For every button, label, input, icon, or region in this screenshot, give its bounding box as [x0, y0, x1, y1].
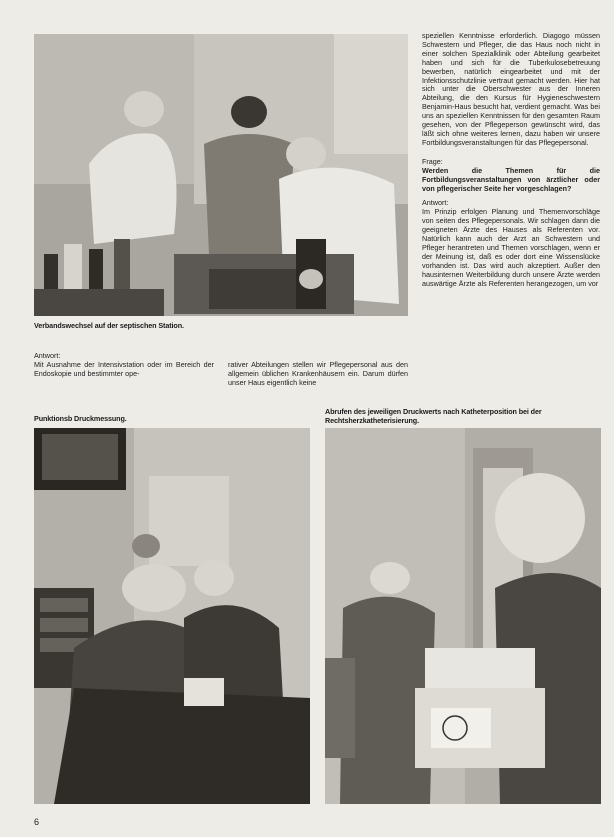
photo-wound-dressing-septic-ward: [34, 34, 408, 316]
caption-right-photo: Abrufen des jeweiligen Druckwerts nach Katheterposition bei der Rechtsherzkatheterisierung.: [325, 407, 542, 425]
photo-right-heart-catheterization: [325, 428, 601, 804]
intro-paragraph: speziellen Kenntnisse erforderlich. Diagogo müssen Schwestern und Pfleger, die das Haus noch nicht in einer solchen Spezialklinik oder Abteilung gearbeitet haben und sich für die Tuberkulosebetreuung bewerben, natürlich eingearbeitet und mit der Infektionsschutzlinie vertraut gemacht werden. Hier hat sich unter die Oberschwester aus der Inneren Abteilung, die den Kursus für Hygieneschwestern Benjamin-Haus besucht hat, verdient gemacht. Was bei uns an speziellen Kenntnissen für den gesamten Raum gesehen, von der Pflegeperson gewünscht wird, das läßt sich ohne weiteres lernen, dazu haben wir unsere Fortbildungsveranstaltungen für das Pflegepersonal.: [422, 31, 600, 147]
answer-label: Antwort:: [422, 198, 449, 208]
question-text: Werden die Themen für die Fortbildungsveranstaltungen von ärztlicher oder von pflegerischer Seite her vorgeschlagen?: [422, 165, 600, 193]
mid-answer-text-2: rativer Abteilungen stellen wir Pflegepersonal aus den allgemein üblichen Krankenhäusern ein. Darum dürfen unser Haus eigentlich keine: [228, 360, 408, 387]
mid-answer-column-2: [228, 361, 408, 388]
caption-left-photo: Punktionsb Druckmessung.: [34, 414, 127, 423]
mid-answer-column-1: [34, 352, 214, 379]
mid-answer-text-1: Mit Ausnahme der Intensivstation oder im Bereich der Endoskopie und bestimmter ope-: [34, 359, 214, 378]
page-number: 6: [34, 817, 40, 827]
photo-illustration: [34, 428, 310, 804]
article-right-column: [422, 32, 600, 288]
answer-text: Im Prinzip erfolgen Planung und Themenvorschläge von seiten des Pflegepersonals. Wir schlagen dann die geeigneten Ärzte des Hauses als Referenten vor. Natürlich kann auch der Arzt an Schwestern und Pfleger herantreten und Themen vorschlagen, wenn er der Meinung ist, daß es oder dort eine Wissenslücke vorhanden ist. Das wird auch akzeptiert. Außer den hausinternen Weiterbildung durch unsere Ärzte werden auswärtige Ärzte als Referenten herangezogen, um vor: [422, 207, 600, 288]
photo-illustration: [325, 428, 601, 804]
question-label: Frage:: [422, 156, 443, 166]
photo-illustration: [34, 34, 408, 316]
caption-top-photo: Verbandswechsel auf der septischen Station.: [34, 321, 184, 330]
photo-puncture-pressure-measurement: [34, 428, 310, 804]
mid-answer-label: Antwort:: [34, 351, 61, 360]
